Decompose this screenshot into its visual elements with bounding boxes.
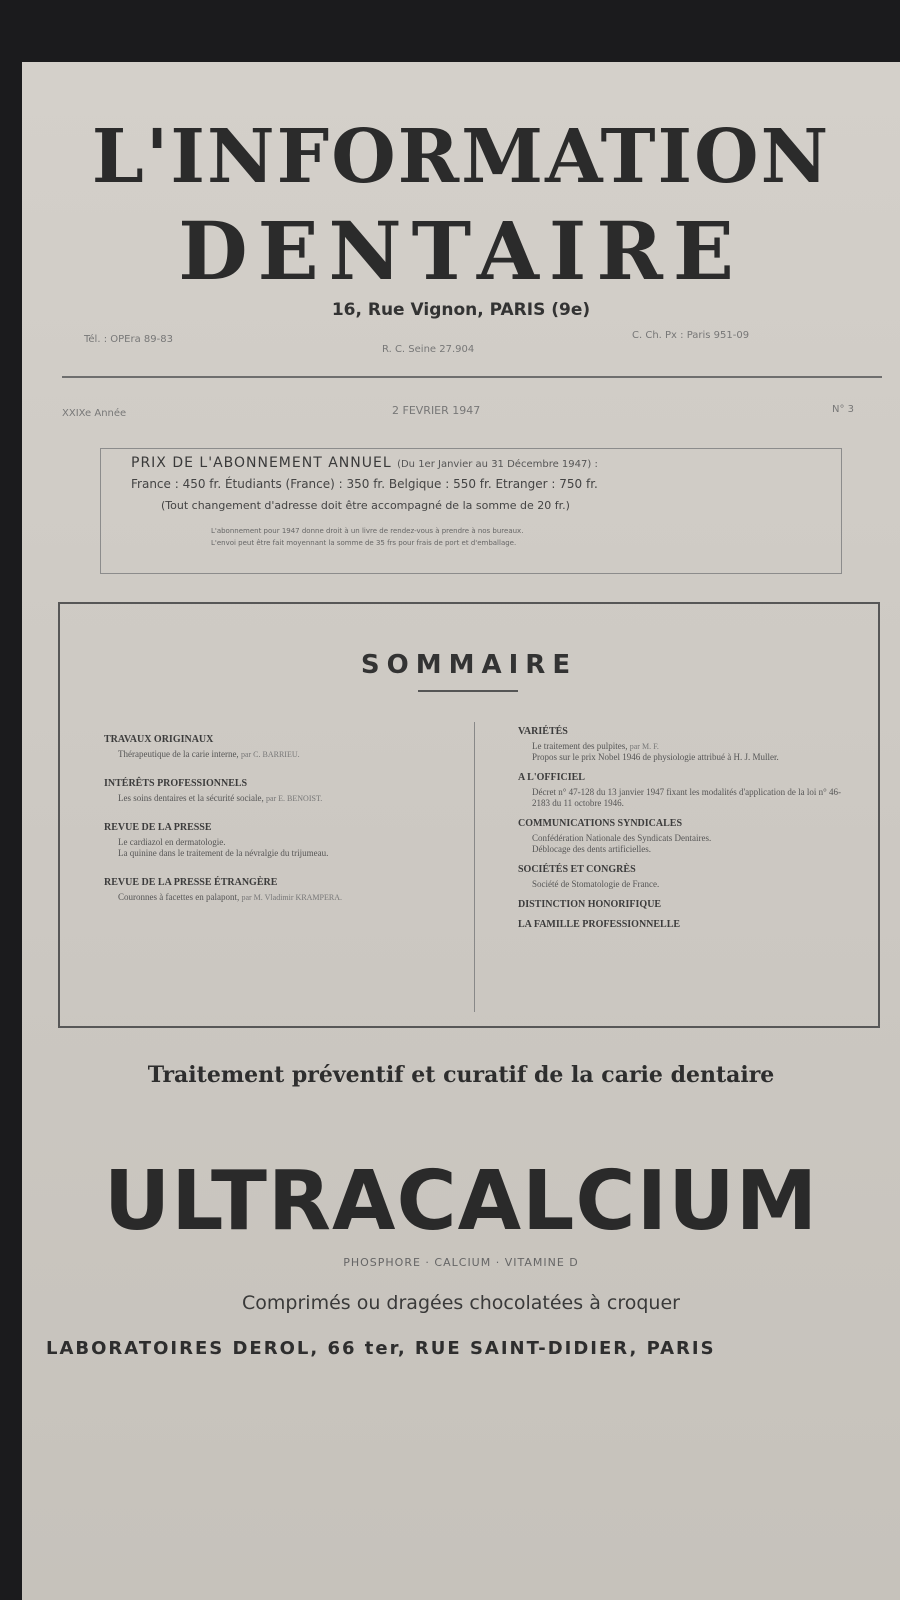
contents-entry — [518, 833, 858, 844]
entry-title: Le traitement des pulpites, — [532, 741, 628, 751]
entry-title: Le cardiazol en dermatologie. — [118, 837, 226, 847]
entry-author: par C. BARRIEU. — [240, 750, 300, 759]
subscription-prices: France : 450 fr. Étudiants (France) : 350 fr. Belgique : 550 fr. Etranger : 750 fr. — [131, 477, 598, 491]
contents-entry — [104, 837, 474, 848]
issue-date: 2 FEVRIER 1947 — [392, 404, 481, 417]
advert-components: PHOSPHORE · CALCIUM · VITAMINE D — [343, 1256, 579, 1269]
entry-author: par M. Vladimir KRAMPERA. — [241, 893, 342, 902]
contents-section — [518, 919, 858, 930]
trade-register: R. C. Seine 27.904 — [382, 344, 475, 355]
advert-product-form: Comprimés ou dragées chocolatées à croquer — [242, 1292, 680, 1314]
address-change-note: (Tout changement d'adresse doit être accompagné de la somme de 20 fr.) — [161, 499, 570, 512]
volume-year: XXIXe Année — [62, 408, 127, 419]
advert-company: LABORATOIRES DEROL, 66 ter, RUE SAINT-DIDIER, PARIS — [46, 1338, 716, 1359]
section-heading: REVUE DE LA PRESSE — [104, 822, 212, 833]
contents-entry — [518, 787, 858, 809]
contents-left-column — [104, 734, 474, 921]
advert-brand: ULTRACALCIUM — [103, 1154, 819, 1249]
telephone-number: Tél. : OPEra 89-83 — [84, 334, 173, 345]
contents-section — [518, 864, 858, 890]
entry-title: Propos sur le prix Nobel 1946 de physiologie attribué à H. J. Muller. — [532, 752, 779, 762]
table-of-contents — [58, 602, 880, 1028]
contents-entry — [518, 844, 858, 855]
contents-entry — [518, 741, 858, 752]
contents-entry — [104, 749, 474, 760]
publisher-address: 16, Rue Vignon, PARIS (9e) — [331, 300, 591, 320]
contents-section — [104, 822, 474, 859]
section-heading: TRAVAUX ORIGINAUX — [104, 734, 214, 745]
contents-right-column — [518, 726, 858, 939]
contents-section — [104, 877, 474, 903]
contents-entry — [104, 892, 474, 903]
entry-title: La quinine dans le traitement de la névralgie du trijumeau. — [118, 848, 329, 858]
section-heading: INTÉRÊTS PROFESSIONNELS — [104, 778, 248, 789]
entry-title: Société de Stomatologie de France. — [532, 879, 660, 889]
entry-title: Déblocage des dents artificielles. — [532, 844, 651, 854]
sommaire-title: SOMMAIRE — [360, 650, 578, 680]
subscription-heading — [131, 455, 598, 471]
subscription-note-1: L'abonnement pour 1947 donne droit à un livre de rendez-vous à prendre à nos bureaux. — [211, 527, 524, 535]
entry-title: Thérapeutique de la carie interne, — [118, 749, 239, 759]
subscription-box — [100, 448, 842, 574]
masthead-title-line1: L'INFORMATION — [91, 114, 831, 200]
entry-title: Confédération Nationale des Syndicats Dentaires. — [532, 833, 712, 843]
advert-tagline: Traitement préventif et curatif de la carie dentaire — [147, 1062, 775, 1088]
contents-entry — [104, 848, 474, 859]
section-heading: DISTINCTION HONORIFIQUE — [518, 899, 662, 910]
contents-entry — [518, 752, 858, 763]
contents-section — [518, 726, 858, 763]
section-heading: SOCIÉTÉS ET CONGRÈS — [518, 864, 636, 875]
contents-entry — [104, 793, 474, 804]
section-heading: LA FAMILLE PROFESSIONNELLE — [518, 919, 681, 930]
contents-entry — [518, 879, 858, 890]
postal-account: C. Ch. Px : Paris 951-09 — [632, 330, 750, 341]
contents-section — [518, 818, 858, 855]
entry-title: Couronnes à facettes en palapont, — [118, 892, 240, 902]
contents-section — [518, 899, 858, 910]
contents-section — [104, 778, 474, 804]
entry-title: Décret n° 47-128 du 13 janvier 1947 fixant les modalités d'application de la loi n° 46-2183 du 11 octobre 1946. — [532, 787, 841, 808]
masthead-divider — [62, 376, 882, 378]
entry-title: Les soins dentaires et la sécurité sociale, — [118, 793, 264, 803]
masthead-title-line2: DENTAIRE — [178, 204, 744, 298]
section-heading: COMMUNICATIONS SYNDICALES — [518, 818, 682, 829]
subscription-period: (Du 1er Janvier au 31 Décembre 1947) : — [397, 459, 598, 470]
section-heading: REVUE DE LA PRESSE ÉTRANGÈRE — [104, 877, 278, 888]
section-heading: A L'OFFICIEL — [518, 772, 585, 783]
section-heading: VARIÉTÉS — [518, 726, 568, 737]
entry-author: par M. F. — [629, 742, 659, 751]
contents-section — [518, 772, 858, 809]
issue-number: N° 3 — [832, 404, 855, 415]
subscription-note-2: L'envoi peut être fait moyennant la somme de 35 frs pour frais de port et d'emballage. — [211, 539, 517, 547]
entry-author: par E. BENOIST. — [265, 794, 323, 803]
journal-cover — [22, 62, 900, 1600]
contents-section — [104, 734, 474, 760]
subscription-heading-text: PRIX DE L'ABONNEMENT ANNUEL — [131, 455, 392, 471]
sommaire-underline — [418, 690, 518, 692]
column-divider — [474, 722, 475, 1012]
